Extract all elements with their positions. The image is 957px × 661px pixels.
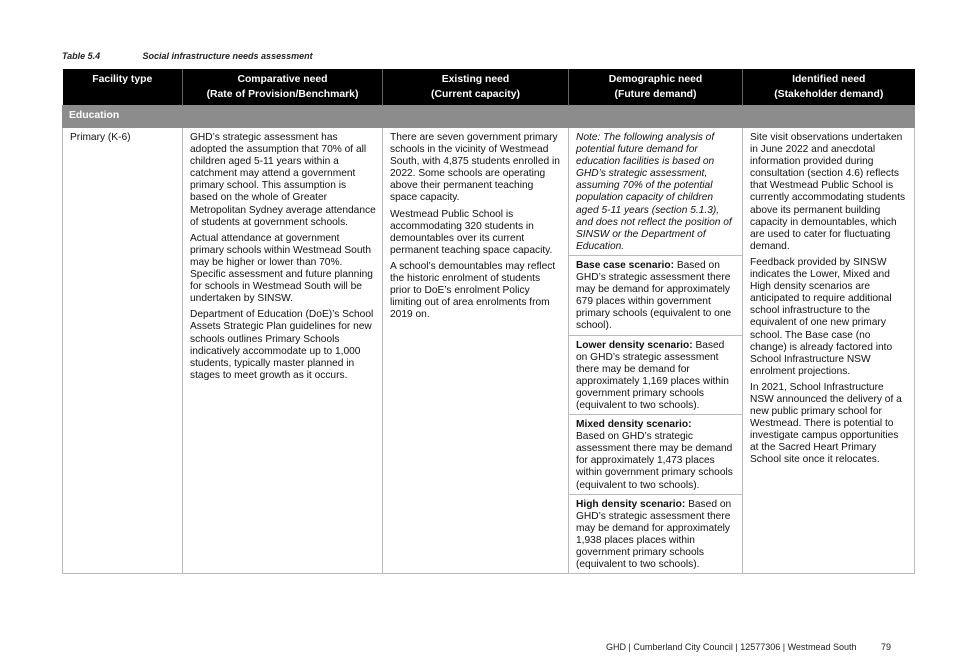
base-case-scenario [569,256,742,336]
scenario-label: Lower density scenario: [576,339,693,351]
demographic-note: Note: The following analysis of potential future demand for education facilities is based on GHD’s strategic assessment, assuming 70% of the potential population capacity of children aged 5-11 years (section 5.1.3), and does not reflect the position of SINSW or the Department of Education. [569,128,742,256]
paragraph: Actual attendance at government primary schools within Westmead South may be higher or lower than 70%. Specific assessment and future planning for schools in Westmead South will be undertaken by SINSW. [190,232,373,305]
identified-need-cell [743,128,915,574]
scenario-label: Mixed density scenario: [576,419,692,431]
paragraph: Site visit observations undertaken in June 2022 and anecdotal information provided during consultation (section 4.6) reflects that Westmead Public School is currently accommodating students above its permanent building capacity in demountables, which are used to cater for fluctuating demand. [750,132,906,252]
paragraph: GHD’s strategic assessment has adopted the assumption that 70% of all children aged 5-11 years within a catchment may attend a government primary school. This assumption is based on the whole of Greater Metropolitan Sydney average attendance of students at government schools. [190,132,376,228]
facility-type-cell: Primary (K-6) [63,128,183,574]
scenario-text: Based on GHD’s strategic assessment there may be demand for approximately 1,473 places within government primary schools (equivalent to two schools). [576,431,733,491]
header-demographic-need: Demographic need (Future demand) [569,69,743,106]
scenario-text: Based on GHD’s strategic assessment there may be demand for approximately 1,169 places within government primary schools (equivalent to two schools). [576,339,729,411]
table-title: Social infrastructure needs assessment [142,51,313,61]
scenario-text: Based on GHD’s strategic assessment there may be demand for approximately 1,938 places places within government primary schools (equivalent to two schools). [576,498,732,571]
section-education: Education [63,106,915,128]
header-row [63,69,915,106]
footer-text: GHD | Cumberland City Council | 12577306 | Westmead South [606,642,857,652]
paragraph: A school’s demountables may reflect the historic enrolment of students prior to DoE’s enrolment Policy limiting out of area enrolments from 2019 on. [390,260,556,321]
table-row [63,128,915,574]
header-comparative-need: Comparative need (Rate of Provision/Benchmark) [183,69,383,106]
section-row [63,106,915,128]
paragraph: Feedback provided by SINSW indicates the Lower, Mixed and High density scenarios are anticipated to require additional school infrastructure to the equivalent of one new primary school. The Base case (no change) is already factored into School Infrastructure NSW enrolment projections. [750,256,893,377]
scenario-label: Base case scenario: [576,259,674,271]
scenario-label: High density scenario: [576,498,686,510]
paragraph: Department of Education (DoE)’s School Assets Strategic Plan guidelines for new schools outlines Primary Schools indicatively accommodate up to 1,000 students, typically master planned in stages to meet growth as it occurs. [190,309,374,381]
mixed-density-scenario [569,415,742,495]
table-caption [62,51,313,61]
header-identified-need: Identified need (Stakeholder demand) [743,69,915,106]
scenario-text: Based on GHD’s strategic assessment there may be demand for approximately 679 places within government primary schools (equivalent to one school). [576,259,732,332]
demographic-need-cell [569,128,743,574]
paragraph: There are seven government primary schools in the vicinity of Westmead South, with 4,875 students enrolled in 2022. Some schools are operating above their permanent teaching space capacity. [390,132,560,204]
table-number: Table 5.4 [62,51,101,61]
header-existing-need: Existing need (Current capacity) [383,69,569,106]
page-number: 79 [881,642,892,652]
page-footer [606,642,891,652]
paragraph: Westmead Public School is accommodating 320 students in demountables over its current permanent teaching space capacity. [390,208,553,256]
paragraph: In 2021, School Infrastructure NSW announced the delivery of a new public primary school for Westmead. There is potential to investigate campus opportunities at the Sacred Heart Primary School site once it relocates. [750,381,902,466]
header-facility-type: Facility type [63,69,183,106]
existing-need-cell [383,128,569,574]
high-density-scenario [569,495,742,574]
comparative-need-cell [183,128,383,574]
needs-assessment-table [62,69,915,574]
lower-density-scenario [569,336,742,416]
